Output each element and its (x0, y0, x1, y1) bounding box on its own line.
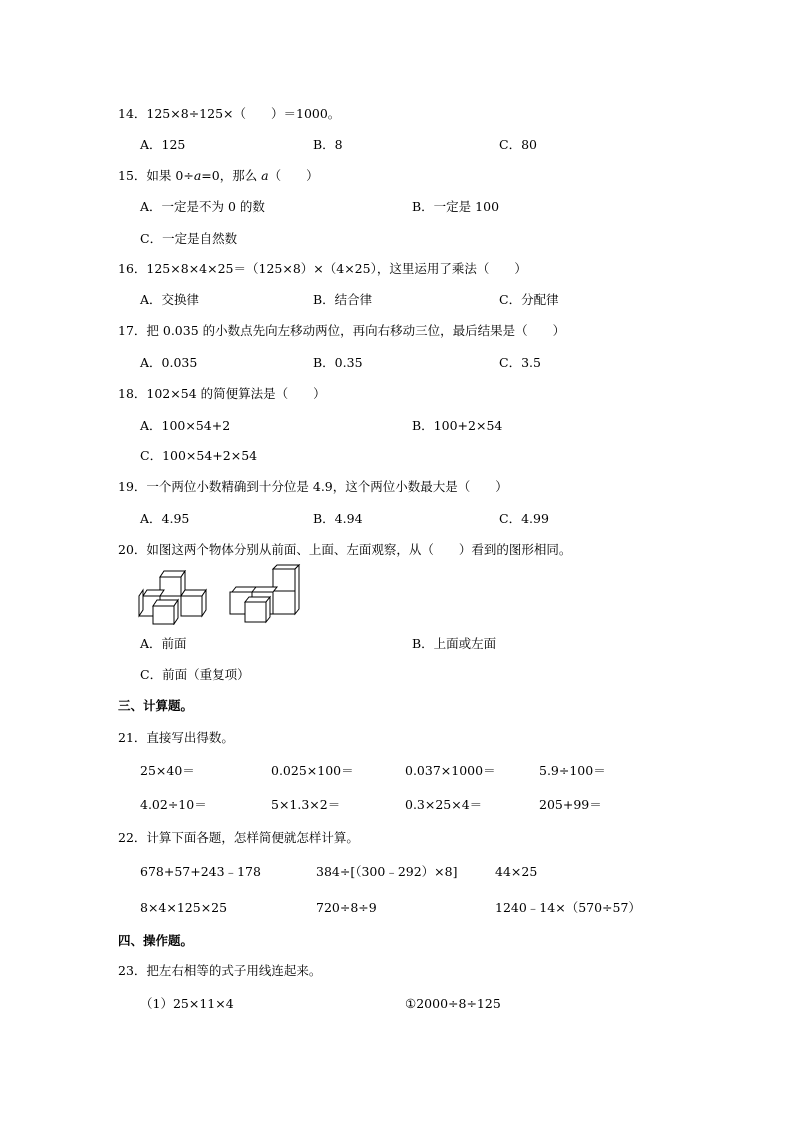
q17-option-c: C．3.5 (499, 355, 541, 370)
q19-option-c: C．4.99 (499, 511, 549, 526)
question-18: 18．102×54 的简便算法是（ ） (118, 386, 326, 401)
section-heading-calculation: 三、计算题。 (118, 698, 194, 713)
section-heading-operation: 四、操作题。 (118, 933, 194, 948)
question-15 (118, 168, 319, 184)
q21-item: 0.025×100＝ (271, 763, 354, 778)
question-23: 23．把左右相等的式子用线连起来。 (118, 963, 322, 978)
question-20: 20．如图这两个物体分别从前面、上面、左面观察，从（ ）看到的图形相同。 (118, 542, 572, 557)
question-19: 19．一个两位小数精确到十分位是 4.9，这个两位小数最大是（ ） (118, 479, 508, 494)
q14-option-b: B．8 (313, 137, 343, 152)
q15-option-a: A．一定是不为 0 的数 (140, 199, 265, 214)
q20-option-a: A．前面 (140, 636, 187, 651)
q23-right-expression: ①2000÷8÷125 (405, 996, 501, 1011)
q15-stem-post: （ ） (268, 168, 319, 183)
q16-option-c: C．分配律 (499, 292, 559, 307)
q15-stem-mid: =0，那么 (201, 168, 262, 183)
q21-item: 0.037×1000＝ (405, 763, 496, 778)
cube-figure-right (228, 564, 304, 624)
q22-item: 8×4×125×25 (140, 900, 228, 915)
q16-option-a: A．交换律 (140, 292, 200, 307)
q17-option-a: A．0.035 (140, 355, 198, 370)
q20-option-b: B．上面或左面 (412, 636, 497, 651)
question-22: 22．计算下面各题，怎样简便就怎样计算。 (118, 830, 359, 845)
q21-item: 205+99＝ (539, 797, 602, 812)
q20-option-c: C．前面（重复项） (140, 667, 250, 682)
q22-item: 1240﹣14×（570÷57） (495, 900, 641, 915)
cube-figure-left (136, 570, 210, 625)
q18-option-b: B．100+2×54 (412, 418, 503, 433)
question-14: 14．125×8÷125×（ ）＝1000。 (118, 106, 341, 121)
q18-option-a: A．100×54+2 (140, 418, 231, 433)
q15-var: a (193, 168, 202, 183)
q15-stem-pre: 15．如果 0÷ (118, 168, 194, 183)
q15-option-c: C．一定是自然数 (140, 231, 238, 246)
q19-option-a: A．4.95 (140, 511, 190, 526)
q15-option-b: B．一定是 100 (412, 199, 500, 214)
question-16: 16．125×8×4×25＝（125×8）×（4×25），这里运用了乘法（ ） (118, 261, 527, 276)
q18-option-c: C．100×54+2×54 (140, 448, 258, 463)
q22-item: 720÷8÷9 (316, 900, 377, 915)
question-21: 21．直接写出得数。 (118, 730, 234, 745)
q17-option-b: B．0.35 (313, 355, 363, 370)
question-17: 17．把 0.035 的小数点先向左移动两位，再向右移动三位，最后结果是（ ） (118, 323, 566, 338)
q21-item: 4.02÷10＝ (140, 797, 207, 812)
q21-item: 25×40＝ (140, 763, 195, 778)
q14-option-c: C．80 (499, 137, 537, 152)
q21-item: 5×1.3×2＝ (271, 797, 341, 812)
q16-option-b: B．结合律 (313, 292, 373, 307)
q23-left-expression: （1）25×11×4 (140, 996, 234, 1011)
q21-item: 0.3×25×4＝ (405, 797, 483, 812)
q22-item: 44×25 (495, 864, 538, 879)
q21-item: 5.9÷100＝ (539, 763, 606, 778)
q15-var2: a (261, 168, 269, 183)
q19-option-b: B．4.94 (313, 511, 363, 526)
q22-item: 678+57+243﹣178 (140, 864, 261, 879)
q22-item: 384÷[（300﹣292）×8] (316, 864, 458, 879)
q14-option-a: A．125 (140, 137, 186, 152)
